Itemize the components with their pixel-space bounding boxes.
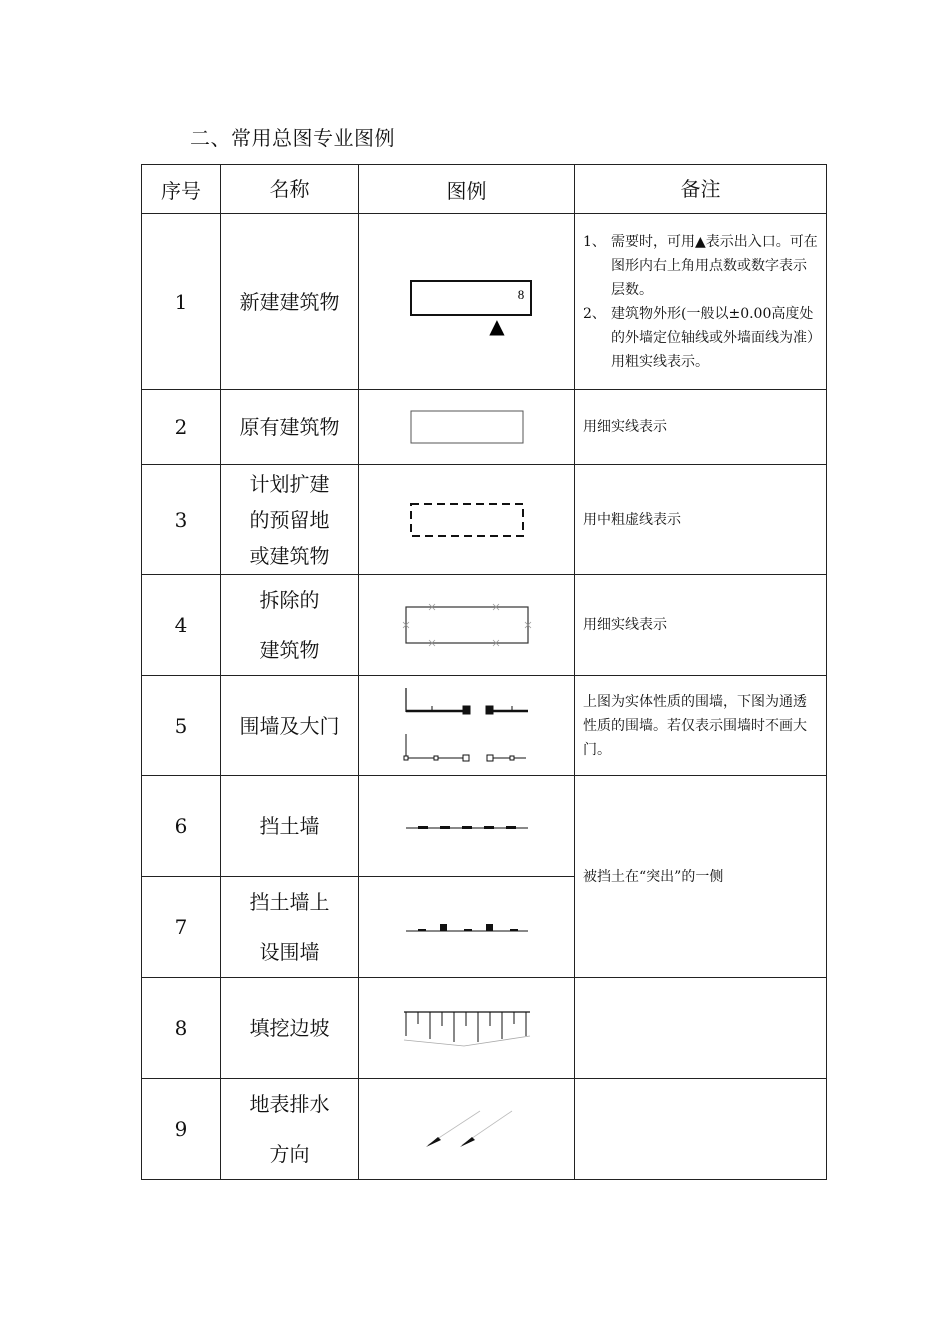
note-item xyxy=(583,302,818,374)
name-line: 的预留地 xyxy=(249,507,330,532)
row-index: 6 xyxy=(142,776,221,877)
row-name xyxy=(221,776,359,877)
name-line: 填挖边坡 xyxy=(249,1016,330,1040)
name-line: 方向 xyxy=(269,1142,310,1166)
table-row xyxy=(142,575,827,676)
row-index: 5 xyxy=(142,676,221,776)
name-line: 设围墙 xyxy=(259,940,320,964)
name-line: 拆除的 xyxy=(259,588,320,612)
name-line: 新建建筑物 xyxy=(239,289,340,314)
symbol-demolished-building xyxy=(359,575,575,676)
name-line: 挡土墙 xyxy=(259,814,320,838)
row-name xyxy=(221,575,359,676)
row-note xyxy=(575,978,827,1079)
name-line: 或建筑物 xyxy=(249,543,330,568)
row-note: 上图为实体性质的围墙，下图为通透性质的围墙。若仅表示围墙时不画大门。 xyxy=(575,676,827,776)
symbol-surface-drainage xyxy=(359,1079,575,1180)
name-line: 计划扩建 xyxy=(249,471,330,496)
header-notes: 备注 xyxy=(575,165,827,214)
name-line: 挡土墙上 xyxy=(249,890,330,914)
row-name xyxy=(221,877,359,978)
row-name xyxy=(221,390,359,465)
row-note xyxy=(575,1079,827,1180)
page-heading: 二、常用总图专业图例 xyxy=(190,126,395,150)
table-row xyxy=(142,978,827,1079)
row-index: 7 xyxy=(142,877,221,978)
header-name: 名称 xyxy=(221,165,359,214)
header-index: 序号 xyxy=(142,165,221,214)
legend-table xyxy=(141,164,827,1180)
table-row xyxy=(142,390,827,465)
row-index: 1 xyxy=(142,214,221,390)
name-line: 围墙及大门 xyxy=(239,713,340,738)
row-name xyxy=(221,1079,359,1180)
note-text: 需要时，可用▲表示出入口。可在图形内右上角用点数或数字表示层数。 xyxy=(611,233,818,298)
table-row xyxy=(142,465,827,575)
name-line: 地表排水 xyxy=(249,1092,330,1116)
row-name xyxy=(221,676,359,776)
symbol-new-building xyxy=(359,214,575,390)
symbol-fill-cut-slope xyxy=(359,978,575,1079)
note-text: 建筑物外形(一般以±0.00高度处的外墙定位轴线或外墙面线为准）用粗实线表示。 xyxy=(611,305,814,370)
row-index: 9 xyxy=(142,1079,221,1180)
row-note: 用细实线表示 xyxy=(575,390,827,465)
row-name xyxy=(221,978,359,1079)
row-note xyxy=(575,214,827,390)
header-row xyxy=(142,165,827,214)
symbol-existing-building xyxy=(359,390,575,465)
row-note: 用细实线表示 xyxy=(575,575,827,676)
name-line: 建筑物 xyxy=(259,638,320,662)
row-note: 用中粗虚线表示 xyxy=(575,465,827,575)
note-item xyxy=(583,230,818,302)
row-index: 8 xyxy=(142,978,221,1079)
symbol-reserved-land xyxy=(359,465,575,575)
symbol-retaining-wall xyxy=(359,776,575,877)
entrance-marker-icon: ▲ xyxy=(488,313,505,337)
row-index: 4 xyxy=(142,575,221,676)
row-note: 被挡土在“突出”的一侧 xyxy=(575,776,827,978)
symbol-retaining-wall-with-fence xyxy=(359,877,575,978)
table-row xyxy=(142,214,827,390)
floor-count-label: 8 xyxy=(517,286,524,302)
symbol-wall-and-gate xyxy=(359,676,575,776)
row-name xyxy=(221,465,359,575)
note-num: 2、 xyxy=(583,305,606,322)
table-row xyxy=(142,676,827,776)
row-name xyxy=(221,214,359,390)
table-row xyxy=(142,1079,827,1180)
row-index: 2 xyxy=(142,390,221,465)
note-num: 1、 xyxy=(583,233,606,250)
row-index: 3 xyxy=(142,465,221,575)
name-line: 原有建筑物 xyxy=(239,415,340,439)
header-symbol: 图例 xyxy=(359,165,575,214)
table-row xyxy=(142,776,827,877)
